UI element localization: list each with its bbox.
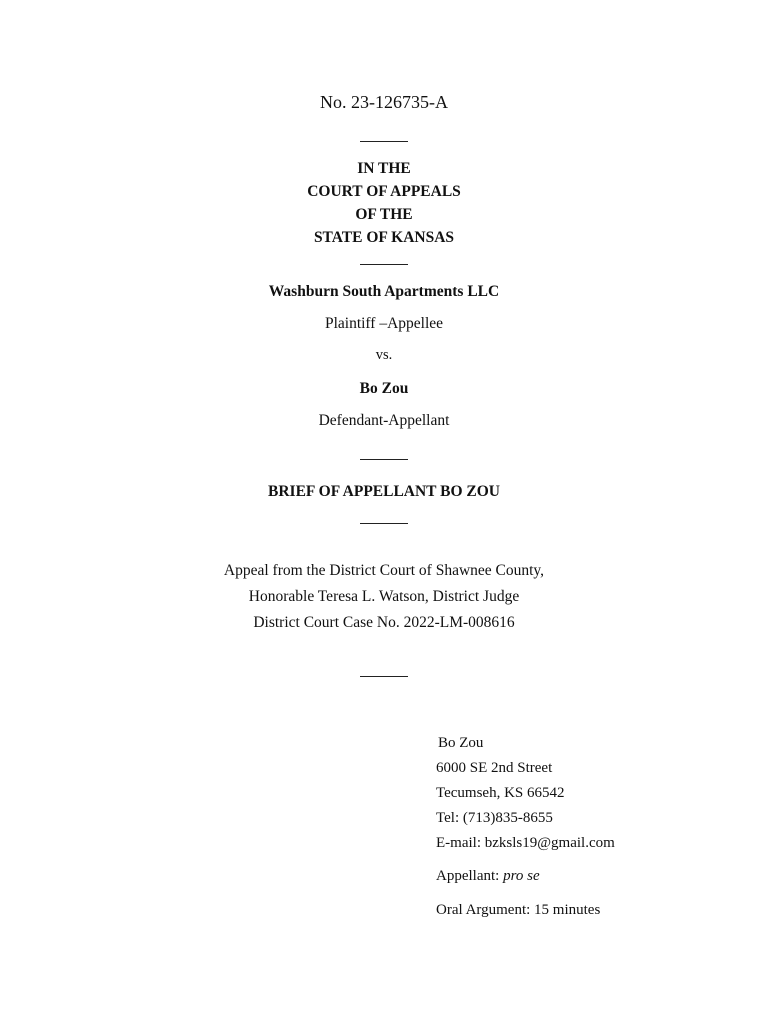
defendant-role: Defendant-Appellant (318, 412, 450, 429)
separator-rule (360, 459, 408, 460)
case-number: No. 23-126735-A (320, 92, 448, 112)
separator-rule (360, 676, 408, 677)
court-heading-line: OF THE (355, 206, 413, 223)
appeal-info (0, 558, 768, 636)
appeal-info-line: Appeal from the District Court of Shawnee County, (223, 562, 545, 579)
court-heading-line: IN THE (357, 160, 411, 177)
contact-name: Bo Zou (438, 735, 484, 751)
contact-street: 6000 SE 2nd Street (436, 760, 553, 776)
appellant-status-label: Appellant: (436, 868, 504, 884)
appeal-info-line: District Court Case No. 2022-LM-008616 (253, 614, 515, 631)
separator-rule (360, 264, 408, 265)
contact-email: E-mail: bzksls19@gmail.com (436, 835, 615, 851)
plaintiff-name: Washburn South Apartments LLC (268, 283, 500, 300)
contact-phone: Tel: (713)835-8655 (436, 810, 553, 826)
contact-city: Tecumseh, KS 66542 (436, 785, 565, 801)
plaintiff-role: Plaintiff –Appellee (324, 315, 444, 332)
court-heading (0, 157, 768, 249)
appeal-info-line: Honorable Teresa L. Watson, District Judge (248, 588, 520, 605)
separator-rule (360, 523, 408, 524)
oral-argument: Oral Argument: 15 minutes (436, 902, 601, 918)
separator-rule (360, 141, 408, 142)
court-heading-line: STATE OF KANSAS (313, 229, 455, 246)
defendant-name: Bo Zou (359, 380, 409, 397)
appellant-status-value: pro se (503, 868, 540, 884)
versus-label: vs. (375, 347, 393, 363)
brief-title: BRIEF OF APPELLANT BO ZOU (268, 483, 500, 500)
appellant-status (436, 868, 540, 885)
appellant-contact-block (436, 731, 615, 856)
court-heading-line: COURT OF APPEALS (307, 183, 461, 200)
